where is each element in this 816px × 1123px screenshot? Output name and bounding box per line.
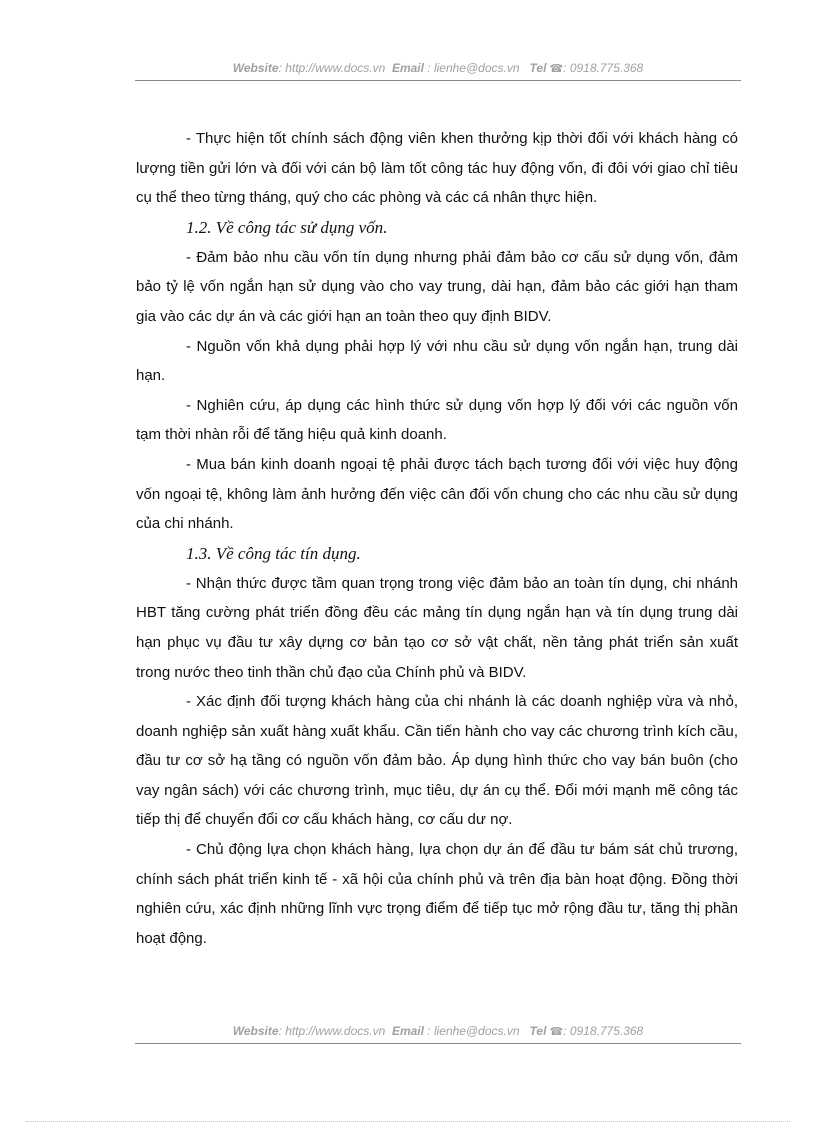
footer-website-link[interactable]: : http://www.docs.vn (278, 1024, 386, 1038)
paragraph-reward-policy: - Thực hiện tốt chính sách động viên khen thưởng kịp thời đối với khách hàng có lượng tiền gửi lớn và đối với cán bộ làm tốt công tác huy động vốn, đi đôi với giao chỉ tiêu cụ thể theo từng tháng, quý cho các phòng và các cá nhân thực hiện. (136, 130, 738, 207)
footer-tel-value: : 0918.775.368 (563, 1024, 644, 1038)
footer-email-link[interactable]: : lienhe@docs.vn (427, 1024, 520, 1038)
footer-divider (135, 1043, 741, 1044)
header-website-label: Website (232, 61, 279, 75)
paragraph-capital-structure: - Đảm bảo nhu cầu vốn tín dụng nhưng phải đảm bảo cơ cấu sử dụng vốn, đảm bảo tỷ lệ vốn ngắn hạn sử dụng vào cho vay trung, dài hạn, đảm bảo các giới hạn tham gia vào các dự án và các giới hạn an toàn theo quy định BIDV. (136, 248, 738, 325)
paragraph-idle-capital: - Nghiên cứu, áp dụng các hình thức sử dụng vốn hợp lý đối với các nguồn vốn tạm thời nhàn rỗi để tăng hiệu quả kinh doanh. (136, 396, 738, 444)
paragraph-available-capital: - Nguồn vốn khả dụng phải hợp lý với nhu cầu sử dụng vốn ngắn hạn, trung dài hạn. (136, 337, 738, 385)
header-website-link[interactable]: : http://www.docs.vn (278, 61, 386, 75)
header-email-link[interactable]: : lienhe@docs.vn (427, 61, 520, 75)
header-email-label: Email (391, 61, 424, 75)
heading-capital-use: 1.2. Về công tác sử dụng vốn. (186, 217, 388, 237)
phone-icon: ☎ (549, 63, 564, 75)
footer-tel-label: Tel (529, 1024, 547, 1038)
paragraph-credit-safety: - Nhận thức được tầm quan trọng trong việc đảm bảo an toàn tín dụng, chi nhánh HBT tăng cường phát triển đồng đều các mảng tín dụng ngắn hạn và tín dụng trung dài hạn phục vụ đầu tư xây dựng cơ bản tạo cơ sở vật chất, nền tảng phát triển sản xuất trong nước theo tinh thần chủ đạo của Chính phủ và BIDV. (136, 574, 738, 681)
header-tel-label: Tel (529, 61, 547, 75)
page-header (135, 61, 741, 75)
paragraph-target-customers: - Xác định đối tượng khách hàng của chi nhánh là các doanh nghiệp vừa và nhỏ, doanh nghiệp sản xuất hàng xuất khẩu. Cần tiến hành cho vay các chương trình kích cầu, đầu tư cơ sở hạ tầng có nguồn vốn đảm bảo. Áp dụng hình thức cho vay bán buôn (cho vay ngân sách) với các chương trình, mục tiêu, dự án cụ thể. Đổi mới mạnh mẽ công tác tiếp thị để chuyển đổi cơ cấu khách hàng, cơ cấu dư nợ. (136, 693, 738, 829)
header-tel-value: : 0918.775.368 (563, 61, 644, 75)
header-divider (135, 80, 741, 81)
page-footer (135, 1024, 741, 1038)
document-body (136, 124, 738, 953)
heading-credit: 1.3. Về công tác tín dụng. (186, 543, 361, 563)
paragraph-foreign-currency: - Mua bán kinh doanh ngoại tệ phải được tách bạch tương đối với việc huy động vốn ngoại tệ, không làm ảnh hưởng đến việc cân đối vốn chung cho các nhu cầu sử dụng của chi nhánh. (136, 455, 738, 533)
page-edge-dotted-line (26, 1121, 790, 1122)
phone-icon: ☎ (549, 1026, 564, 1038)
paragraph-customer-selection: - Chủ động lựa chọn khách hàng, lựa chọn dự án để đầu tư bám sát chủ trương, chính sách phát triển kinh tế - xã hội của chính phủ và trên địa bàn hoạt động. Đồng thời nghiên cứu, xác định những lĩnh vực trọng điểm để tiếp tục mở rộng đầu tư, tăng thị phần hoạt động. (136, 841, 738, 947)
footer-website-label: Website (232, 1024, 279, 1038)
footer-email-label: Email (391, 1024, 424, 1038)
